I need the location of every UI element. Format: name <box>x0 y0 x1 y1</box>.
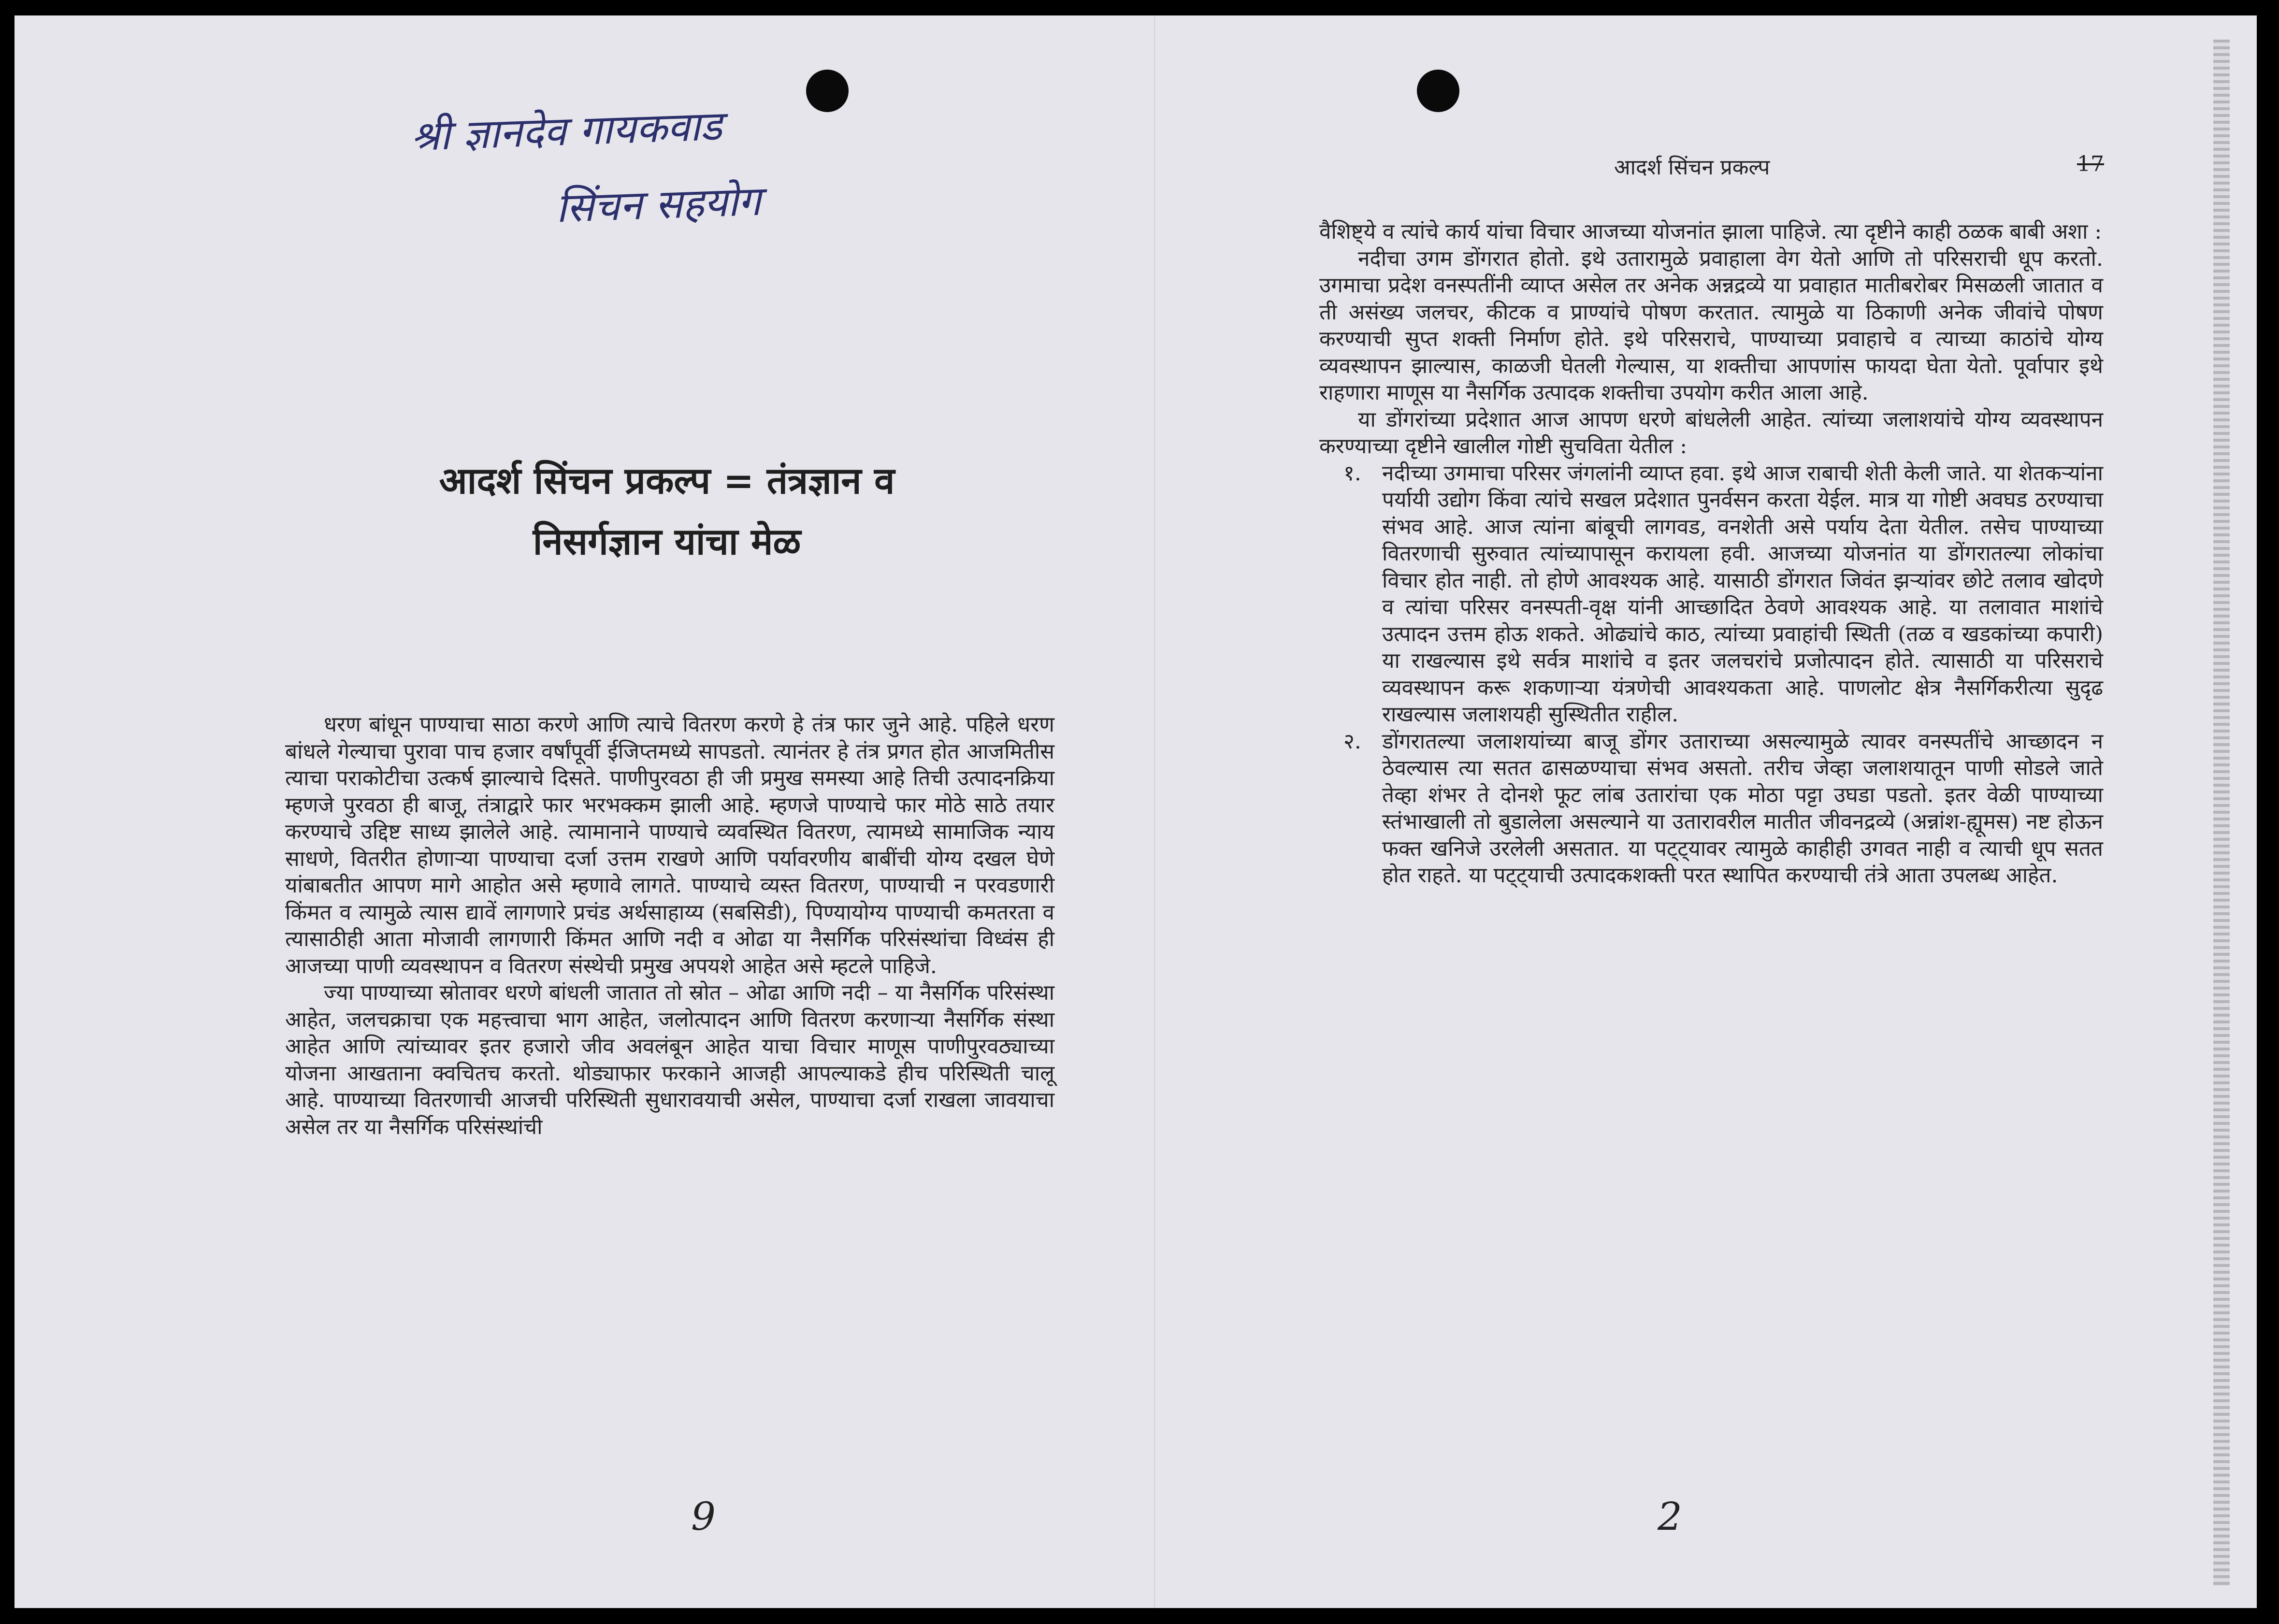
right-paragraph-2: या डोंगरांच्या प्रदेशात आज आपण धरणे बांधलेली आहेत. त्यांच्या जलाशयांचे योग्य व्यवस्थापन करण्याच्या दृष्टीने खालील गोष्टी सुचविता येतील : <box>1319 407 2103 459</box>
running-header: आदर्श सिंचन प्रकल्प <box>1614 155 1770 180</box>
handwritten-name: श्री ज्ञानदेव गायकवाड <box>410 101 723 160</box>
right-paragraph-1: नदीचा उगम डोंगरात होतो. इथे उतारामुळे प्रवाहाला वेग येतो आणि तो परिसराची धूप करतो. उगमाचा प्रदेश वनस्पतींनी व्याप्त असेल तर अनेक अन्नद्रव्ये या प्रवाहात मातीबरोबर मिसळली जातात व ती असंख्य जलचर, कीटक व प्राण्यांचे पोषण करतात. त्यामुळे या ठिकाणी अनेक जीवांचे पोषण करण्याची सुप्त शक्ती निर्माण होते. इथे परिसराचे, पाण्याच्या प्रवाहाचे व त्याच्या काठांचे योग्य व्यवस्थापन झाल्यास, काळजी घेतली गेल्यास, या शक्तीचा आपणांस फायदा घेता येतो. पूर्वापार इथे राहणारा माणूस या नैसर्गिक उत्पादक शक्तीचा उपयोग करीत आला आहे. <box>1319 246 2104 405</box>
list-item <box>1319 728 2103 889</box>
page-number-left: 9 <box>691 1494 716 1539</box>
list-item-number: २. <box>1343 729 1361 754</box>
left-page-body <box>285 711 1054 1140</box>
scanned-sheet <box>14 15 2257 1608</box>
header-page-number: 17 <box>2077 152 2104 176</box>
page-number-right: 2 <box>1658 1494 1682 1539</box>
left-paragraph-1: धरण बांधून पाण्याचा साठा करणे आणि त्याचे वितरण करणे हे तंत्र फार जुने आहे. पहिले धरण बांधले गेल्याचा पुरावा पाच हजार वर्षांपूर्वी ईजिप्तमध्ये सापडतो. त्यानंतर हे तंत्र प्रगत होत आजमितीस त्याचा पराकोटीचा उत्कर्ष झाल्याचे दिसते. पाणीपुरवठा ही जी प्रमुख समस्या आहे तिची उत्पादनक्रिया म्हणजे पुरवठा ही बाजू, तंत्राद्वारे फार भरभक्कम झाली आहे. म्हणजे पाण्याचे फार मोठे साठे तयार करण्याचे उद्दिष्ट साध्य झालेले आहे. त्यामानाने पाण्याचे व्यवस्थित वितरण, त्यामध्ये सामाजिक न्याय साधणे, वितरीत होणाऱ्या पाण्याचा दर्जा उत्तम राखणे आणि पर्यावरणीय बाबींची योग्य दखल घेणे यांबाबतीत आपण मागे आहोत असे म्हणावे लागते. पाण्याचे व्यस्त वितरण, पाण्याची न परवडणारी किंमत व त्यामुळे त्यास द्यावें लागणारे प्रचंड अर्थसाहाय्य (सबसिडी), पिण्यायोग्य पाण्याची कमतरता व त्यासाठीही आता मोजावी लागणारी किंमत आणि नदी व ओढा या नैसर्गिक परिसंस्थांचा विध्वंस ही आजच्या पाणी व्यवस्थापन व वितरण संस्थेची प्रमुख अपयशे आहेत असे म्हटले पाहिजे. <box>285 712 1054 978</box>
list-item <box>1319 460 2103 728</box>
list-item-number: १. <box>1343 460 1361 486</box>
list-item-text: नदीच्या उगमाचा परिसर जंगलांनी व्याप्त हवा. इथे आज राबाची शेती केली जाते. या शेतकऱ्यांना पर्यायी उद्योग किंवा त्यांचे सखल प्रदेशात पुनर्वसन करता येईल. मात्र या गोष्टी अवघड ठरण्याचा संभव आहे. आज त्यांना बांबूची लागवड, वनशेती असे पर्याय देता येतील. तसेच पाण्याच्या वितरणाची सुरुवात त्यांच्यापासून करायला हवी. आजच्या योजनांत या डोंगरातल्या लोकांचा विचार होत नाही. तो होणे आवश्यक आहे. यासाठी डोंगरात जिवंत झऱ्यांवर छोटे तलाव खोदणे व त्यांचा परिसर वनस्पती-वृक्ष यांनी आच्छादित ठेवणे आवश्यक आहे. या तलावात माशांचे उत्पादन उत्तम होऊ शकते. ओढ्यांचे काठ, त्यांच्या प्रवाहांची स्थिती (तळ व खडकांच्या कपारी) या राखल्यास इथे सर्वत्र माशांचे व इतर जलचरांचे प्रजोत्पादन होते. त्यासाठी या परिसराचे व्यवस्थापन करू शकणाऱ्या यंत्रणेची आवश्यकता आहे. पाणलोट क्षेत्र नैसर्गिकरीत्या सुदृढ राखल्यास जलाशयही सुस्थितीत राहील. <box>1382 460 2103 727</box>
punch-hole-right <box>1417 70 1459 112</box>
handwritten-org: सिंचन सहयोग <box>555 177 762 232</box>
article-title <box>304 450 1029 572</box>
torn-edge <box>2213 40 2230 1586</box>
title-line-1: आदर्श सिंचन प्रकल्प = तंत्रज्ञान व <box>439 459 895 502</box>
list-item-text: डोंगरातल्या जलाशयांच्या बाजू डोंगर उताराच्या असल्यामुळे त्यावर वनस्पतींचे आच्छादन न ठेवल्यास त्या सतत ढासळण्याचा संभव असतो. तरीच जेव्हा जलाशयातून पाणी सोडले जाते तेव्हा शंभर ते दोनशे फूट लांब उतारांचा एक मोठा पट्टा उघडा पडतो. इतर वेळी पाण्याच्या स्तंभाखाली तो बुडालेला असल्याने या उतारावरील मातीत जीवनद्रव्ये (अन्नांश-ह्यूमस) नष्ट होऊन फक्त खनिजे उरलेली असतात. या पट्ट्यावर त्यामुळे काहीही उगवत नाही व त्याची धूप सतत होत राहते. या पट्ट्याची उत्पादकशक्ती परत स्थापित करण्याची तंत्रे आता उपलब्ध आहेत. <box>1382 729 2103 888</box>
suggestion-list <box>1319 460 2103 889</box>
left-paragraph-2: ज्या पाण्याच्या स्रोतावर धरणे बांधली जातात तो स्रोत – ओढा आणि नदी – या नैसर्गिक परिसंस्था आहेत, जलचक्राचा एक महत्त्वाचा भाग आहेत, जलोत्पादन आणि वितरण करणाऱ्या नैसर्गिक संस्था आहेत आणि त्यांच्यावर इतर हजारो जीव अवलंबून आहेत याचा विचार माणूस पाणीपुरवठ्याच्या योजना आखताना क्वचितच करतो. थोड्याफार फरकाने आजही आपल्याकडे हीच परिस्थिती चालू आहे. पाण्याच्या वितरणाची आजची परिस्थिती सुधारावयाची असेल, पाण्याचा दर्जा राखला जावयाचा असेल तर या नैसर्गिक परिसंस्थांची <box>285 980 1054 1139</box>
punch-hole-left <box>806 70 849 112</box>
right-page-body <box>1319 218 2103 889</box>
intro-continued: वैशिष्ट्ये व त्यांचे कार्य यांचा विचार आजच्या योजनांत झाला पाहिजे. त्या दृष्टीने काही ठळक बाबी अशा : <box>1319 219 2102 244</box>
page-fold <box>1154 15 1155 1608</box>
title-line-2: निसर्गज्ञान यांचा मेळ <box>533 520 801 563</box>
